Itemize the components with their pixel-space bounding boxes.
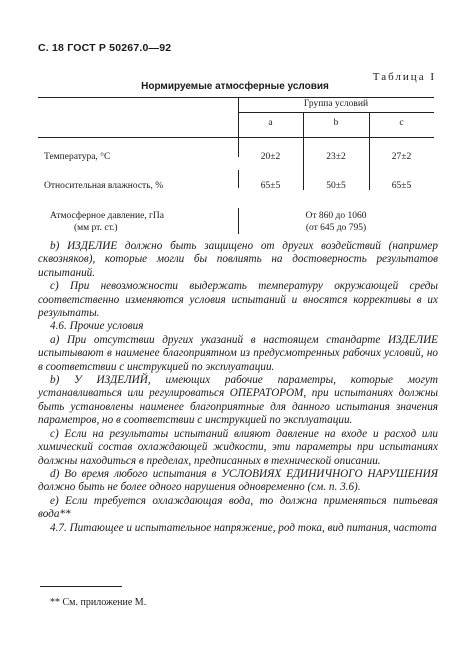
- row-pressure-value: От 860 до 1060: [305, 211, 367, 221]
- table-header-rule: [38, 137, 434, 138]
- row-humidity-a: 65±5: [260, 181, 281, 191]
- table-label: Таблица I: [372, 71, 436, 83]
- row-pressure-name-units: (мм рт. ст.): [74, 223, 118, 233]
- footnote-rule: [40, 586, 122, 587]
- row-temperature-b: 23±2: [326, 152, 346, 162]
- row-temperature-name: Температура, °С: [44, 152, 111, 162]
- page-header: С. 18 ГОСТ Р 50267.0—92: [38, 42, 172, 54]
- table-top-rule: [38, 97, 434, 98]
- group-col-a: a: [268, 118, 273, 128]
- row-pressure-value-mmhg: (от 645 до 795): [305, 223, 367, 233]
- table-title: Нормируемые атмосферные условия: [141, 81, 329, 92]
- row-temperature-c: 27±2: [391, 152, 412, 162]
- group-header: Группа условий: [303, 99, 369, 109]
- group-col-c: c: [399, 118, 404, 128]
- footnote: ** См. приложение М.: [50, 597, 147, 608]
- row-temperature-a: 20±2: [260, 152, 281, 162]
- paragraph: a) При отсутствии других указаний в настоящем стандарте ИЗДЕЛИЕ испытывают в наименее благоприятном из предусмотренных рабочих условий, но в соответствии с инструкцией по эксплуатации.: [38, 333, 438, 373]
- row-humidity-b: 50±5: [326, 181, 346, 191]
- body-text: [38, 240, 438, 535]
- row-humidity-name: Относительная влажность, %: [44, 181, 164, 191]
- paragraph: c) При невозможности выдержать температуру окружающей среды соответственно изменяются условия испытаний и вносятся коррективы в их результаты.: [38, 280, 438, 320]
- paragraph: b) ИЗДЕЛИЕ должно быть защищено от других воздействий (например сквозняков), которые могли бы повлиять на достоверность результатов испытаний.: [38, 240, 438, 279]
- group-header-rule: [238, 112, 434, 113]
- row-humidity-c: 65±5: [391, 181, 412, 191]
- paragraph: b) У ИЗДЕЛИЙ, имеющих рабочие параметры, которые могут устанавливаться или регулироваться ОПЕРАТОРОМ, при испытаниях должны быть установлены наименее благоприятные для данного испытания значения параметров, но в соответствии с инструкцией по эксплуатации.: [38, 374, 438, 427]
- paragraph: c) Если на результаты испытаний влияют давление на входе и расход или химический состав охлаждающей жидкости, эти параметры при испытаниях должны находиться в пределах, предписанных в технической описании.: [38, 427, 438, 467]
- row-pressure-name: Атмосферное давление, гПа: [50, 211, 165, 221]
- paragraph: d) Во время любого испытания в УСЛОВИЯХ ЕДИНИЧНОГО НАРУШЕНИЯ должно быть не более одного нарушения одновременно (см. п. 3.6).: [38, 467, 438, 494]
- section-heading: 4.6. Прочие условия: [50, 320, 144, 333]
- section-heading: 4.7. Питающее и испытательное напряжение, род тока, вид питания, частота: [50, 521, 437, 534]
- paragraph: e) Если требуется охлаждающая вода, то должна применяться питьевая вода**: [38, 494, 438, 521]
- group-col-b: b: [333, 118, 339, 128]
